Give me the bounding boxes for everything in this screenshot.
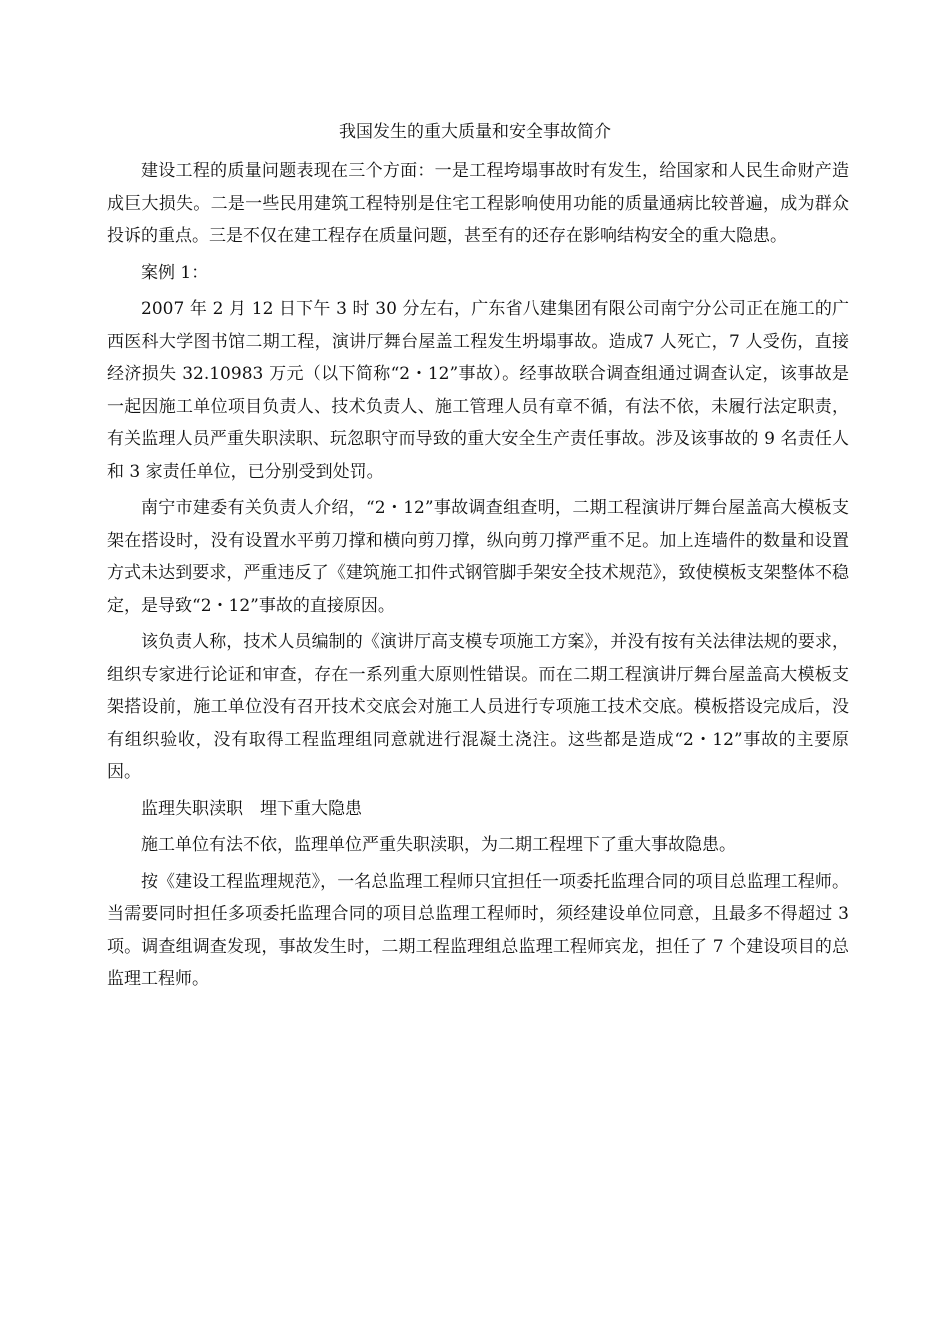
paragraph-supervision-detail: 按《建设工程监理规范》，一名总监理工程师只宜担任一项委托监理合同的项目总监理工程师。当需要同时担任多项委托监理合同的项目总监理工程师时，须经建设单位同意，且最多不得超过 3 项。调查组调查发现，事故发生时，二期工程监理组总监理工程师宾龙，担任了 7 个建设项目的总监理工程师。 — [107, 871, 849, 989]
document-title: 我国发生的重大质量和安全事故简介 — [339, 122, 611, 142]
paragraph-direct-cause: 南宁市建委有关负责人介绍，“2・12”事故调查组查明，二期工程演讲厅舞台屋盖高大模板支架在搭设时，没有设置水平剪刀撑和横向剪刀撑，纵向剪刀撑严重不足。加上连墙件的数量和设置方式未达到要求，严重违反了《建筑施工扣件式钢管脚手架安全技术规范》，致使模板支架整体不稳定，是导致“2・12”事故的直接原因。 — [107, 498, 849, 616]
section-heading-supervision: 监理失职渎职 埋下重大隐患 — [141, 798, 362, 819]
paragraph-case-description: 2007 年 2 月 12 日下午 3 时 30 分左右，广东省八建集团有限公司南宁分公司正在施工的广西医科大学图书馆二期工程，演讲厅舞台屋盖工程发生坍塌事故。造成7 人死亡，7 人受伤，直接经济损失 32.10983 万元（以下简称“2・12”事故）。经事故联合调查组通过调查认定，该事故是一起因施工单位项目负责人、技术负责人、施工管理人员有章不循，有法不依，未履行法定职责，有关监理人员严重失职渎职、玩忽职守而导致的重大安全生产责任事故。涉及该事故的 9 名责任人和 3 家责任单位，已分别受到处罚。 — [107, 299, 849, 482]
paragraph-supervision-summary: 施工单位有法不依，监理单位严重失职渎职，为二期工程埋下了重大事故隐患。 — [141, 835, 736, 855]
paragraph-main-cause: 该负责人称，技术人员编制的《演讲厅高支模专项施工方案》，并没有按有关法律法规的要求，组织专家进行论证和审查，存在一系列重大原则性错误。而在二期工程演讲厅舞台屋盖高大模板支架搭设前，施工单位没有召开技术交底会对施工人员进行专项施工技术交底。模板搭设完成后，没有组织验收，没有取得工程监理组同意就进行混凝土浇注。这些都是造成“2・12”事故的主要原因。 — [107, 632, 849, 782]
paragraph-case-heading: 案例 1： — [141, 262, 209, 283]
paragraph-intro: 建设工程的质量问题表现在三个方面：一是工程垮塌事故时有发生，给国家和人民生命财产造成巨大损失。二是一些民用建筑工程特别是住宅工程影响使用功能的质量通病比较普遍，成为群众投诉的重点。三是不仅在建工程存在质量问题，甚至有的还存在影响结构安全的重大隐患。 — [107, 161, 849, 246]
document-body — [107, 155, 849, 1000]
